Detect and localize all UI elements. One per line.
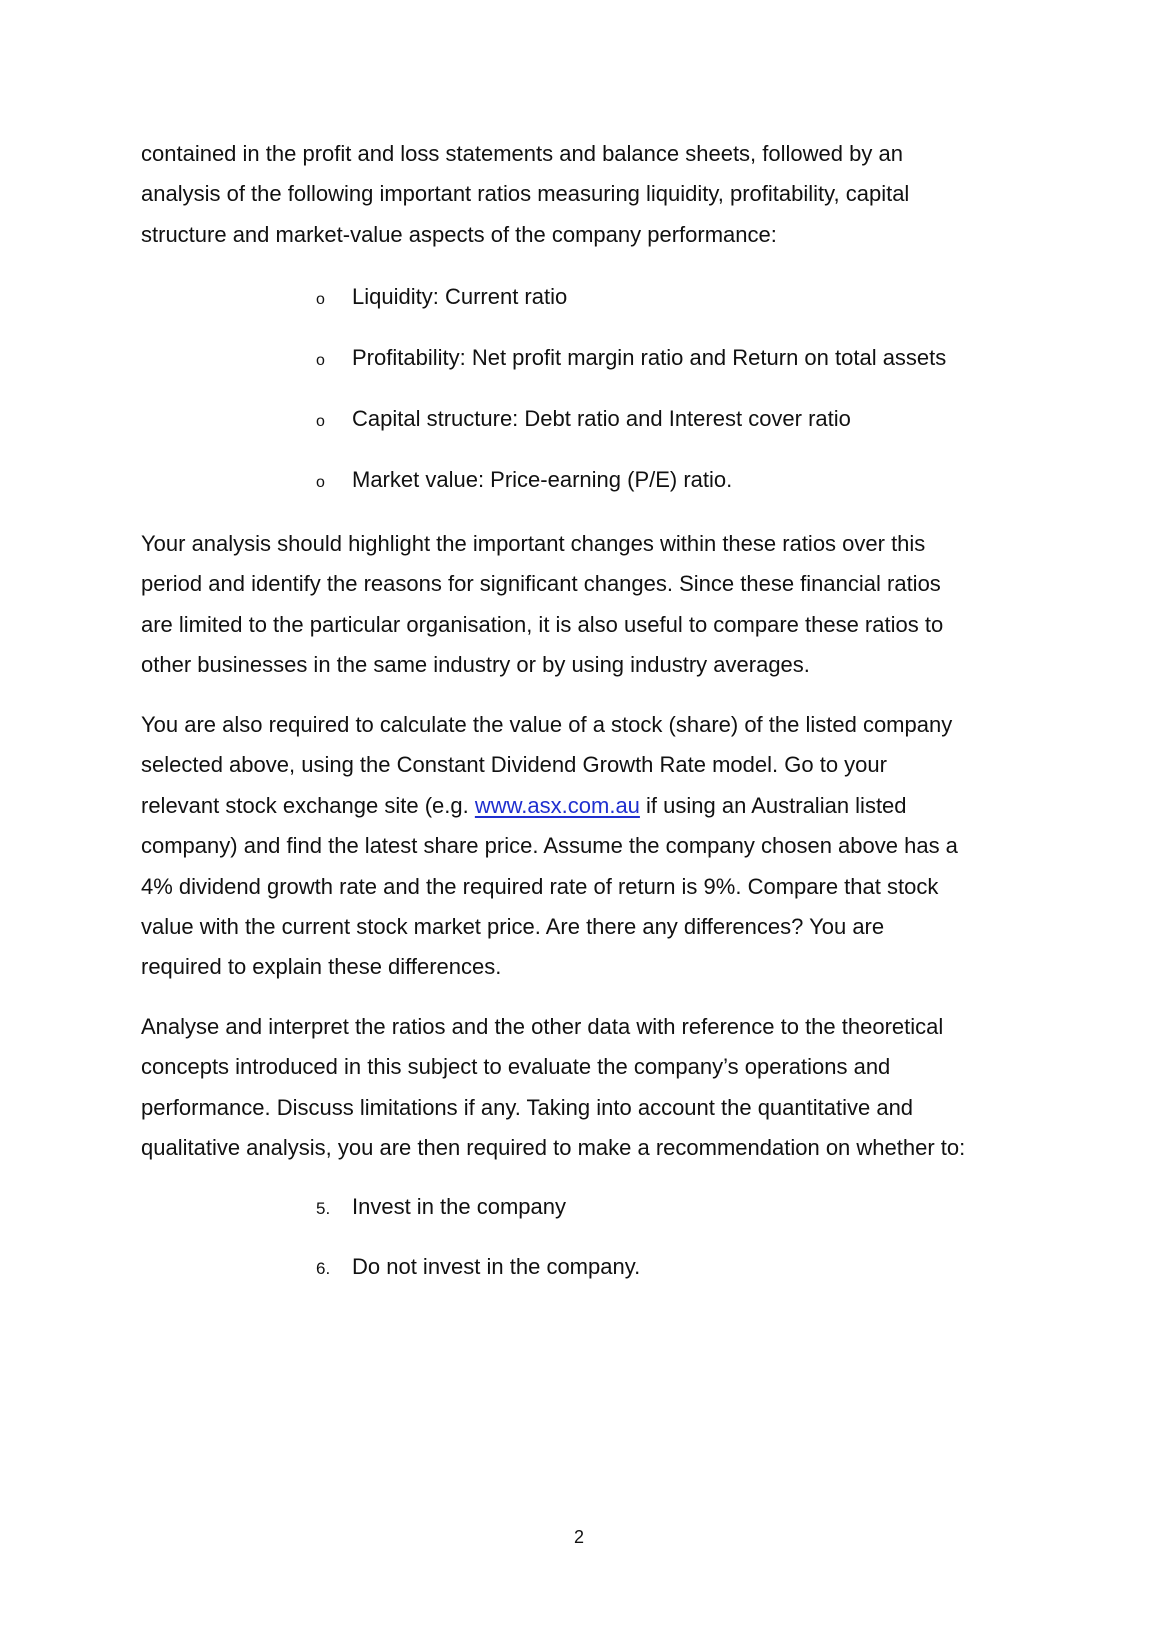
- list-item-text: Market value: Price-earning (P/E) ratio.: [352, 467, 733, 492]
- intro-paragraph: contained in the profit and loss statements and balance sheets, followed by an analysis of the following important ratios measuring liquidity, profitability, capital structure and market-value aspects of the company performance:: [141, 141, 910, 247]
- valuation-paragraph: [141, 705, 1021, 988]
- page-number: 2: [573, 1527, 584, 1547]
- list-item-text: Liquidity: Current ratio: [352, 284, 568, 309]
- list-item-text: Capital structure: Debt ratio and Interest cover ratio: [352, 406, 851, 431]
- bullet-icon: o: [316, 352, 325, 369]
- valuation-text-after-link: if using an Australian listed company) and find the latest share price. Assume the company chosen above has a 4% dividend growth rate and the required rate of return is 9%. Compare that stock value with the current stock market price. Are there any differences? You are required to explain these differences.: [141, 792, 958, 980]
- valuation-text-before-link: You are also required to calculate the value of a stock (share) of the listed company selected above, using the Constant Dividend Growth Rate model. Go to your relevant stock exchange site (e.g.: [141, 712, 953, 818]
- list-number: 5.: [316, 1199, 331, 1218]
- ratio-list-item-profitability: [316, 344, 946, 375]
- list-item-text: Do not invest in the company.: [352, 1254, 641, 1279]
- interpretation-paragraph: Analyse and interpret the ratios and the other data with reference to the theoretical concepts introduced in this subject to evaluate the company’s operations and performance. Discuss limitations if any. Taking into account the quantitative and qualitative analysis, you are then required to make a recommendation on whether to:: [141, 1014, 966, 1161]
- list-item-text: Invest in the company: [352, 1194, 567, 1219]
- ratio-list-item-market-value: [316, 466, 732, 497]
- bullet-icon: o: [316, 474, 325, 491]
- recommendation-list-item-do-not-invest: [316, 1253, 640, 1283]
- ratio-list-item-capital-structure: [316, 405, 851, 436]
- list-number: 6.: [316, 1259, 331, 1278]
- asx-website-link[interactable]: www.asx.com.au: [474, 792, 640, 818]
- bullet-icon: o: [316, 291, 325, 308]
- analysis-paragraph: Your analysis should highlight the important changes within these ratios over this period and identify the reasons for significant changes. Since these financial ratios are limited to the particular organisation, it is also useful to compare these ratios to other businesses in the same industry or by using industry averages.: [141, 531, 944, 678]
- list-item-text: Profitability: Net profit margin ratio and Return on total assets: [352, 345, 947, 370]
- recommendation-list-item-invest: [316, 1193, 566, 1223]
- bullet-icon: o: [316, 413, 325, 430]
- ratio-list-item-liquidity: [316, 283, 567, 314]
